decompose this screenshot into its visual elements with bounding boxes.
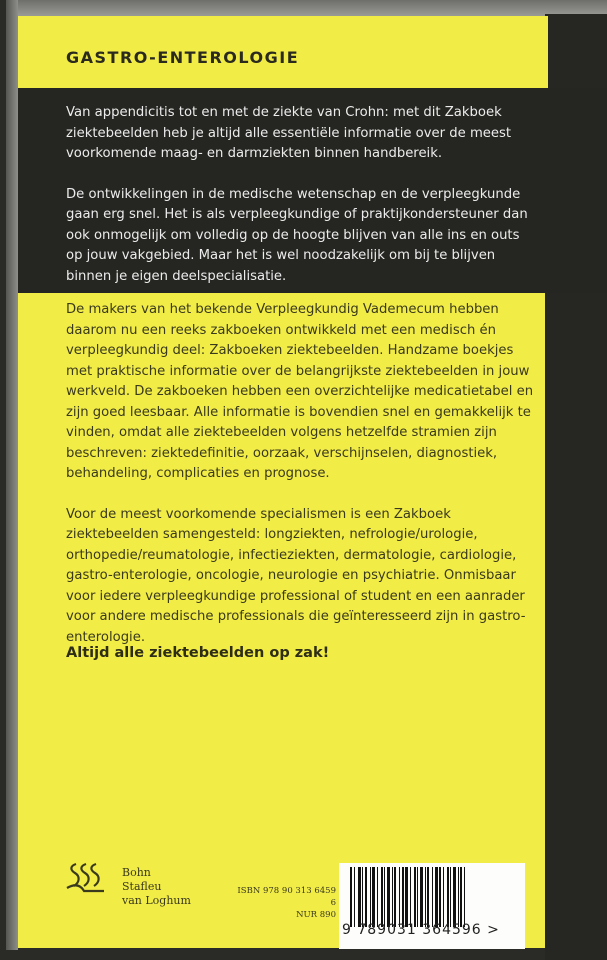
tagline: Altijd alle ziektebeelden op zak! [66,645,330,661]
publisher-line-1: Bohn [122,866,151,879]
barcode-number: 9 789031 364596 > [342,922,500,938]
body-paragraph-1: De makers van het bekende Verpleegkundig Vademecum hebben daarom nu een reeks zakboeken ontwikkeld met een medisch én verpleegkundig deel: Zakboeken ziektebeelden. Handzame boekjes met praktische informatie over de belangrijkste ziektebeelden in jouw werkveld. De zakboeken hebben een overzichtelijke medicatietabel en zijn goed leesbaar. Alle informatie is bovendien snel en gemakkelijk te vinden, omdat alle ziektebeelden volgens hetzelfde stramien zijn beschreven: ziektedefinitie, oorzaak, verschijnselen, diagnostiek, behandeling, complicaties en prognose. [66,302,534,481]
body-text [66,300,536,668]
cover-title: GASTRO-ENTEROLOGIE [66,48,300,67]
intro-paragraph-2: De ontwikkelingen in de medische wetenschap en de verpleegkunde gaan erg snel. Het is als verpleegkundige of praktijkondersteuner dan ook onmogelijk om volledig op de hoogte blijven van alle ins en outs op jouw vakgebied. Maar het is wel noodzakelijk om bij te blijven binnen je eigen deelspecialisatie. [66,186,528,284]
page-edges-left [6,0,18,950]
page-edges-top [8,0,607,16]
isbn-label: ISBN 978 90 313 6459 6 [237,886,336,908]
isbn-block [236,885,336,921]
publisher-line-3: van Loghum [122,894,191,907]
intro-paragraph-1: Van appendicitis tot en met de ziekte van Crohn: met dit Zakboek ziektebeelden heb je altijd alle essentiële informatie over de meest voorkomende maag- en darmziekten binnen handbereik. [66,105,512,161]
intro-text [66,103,536,307]
publisher-name [122,866,191,908]
nur-label: NUR 890 [296,910,336,920]
barcode-icon [350,867,515,927]
sss-logo-icon [66,862,106,896]
body-paragraph-2: Voor de meest voorkomende specialismen is een Zakboek ziektebeelden samengesteld: longziekten, nefrologie/urologie, orthopedie/reumatologie, infectieziekten, dermatologie, cardiologie, gastro-enterologie, oncologie, neurologie en psychiatrie. Onmisbaar voor iedere verpleegkundige professional of student en een aanrader voor andere medische professionals die geïnteresseerd zijn in gastro-enterologie. [66,506,526,645]
publisher-line-2: Stafleu [122,880,162,893]
